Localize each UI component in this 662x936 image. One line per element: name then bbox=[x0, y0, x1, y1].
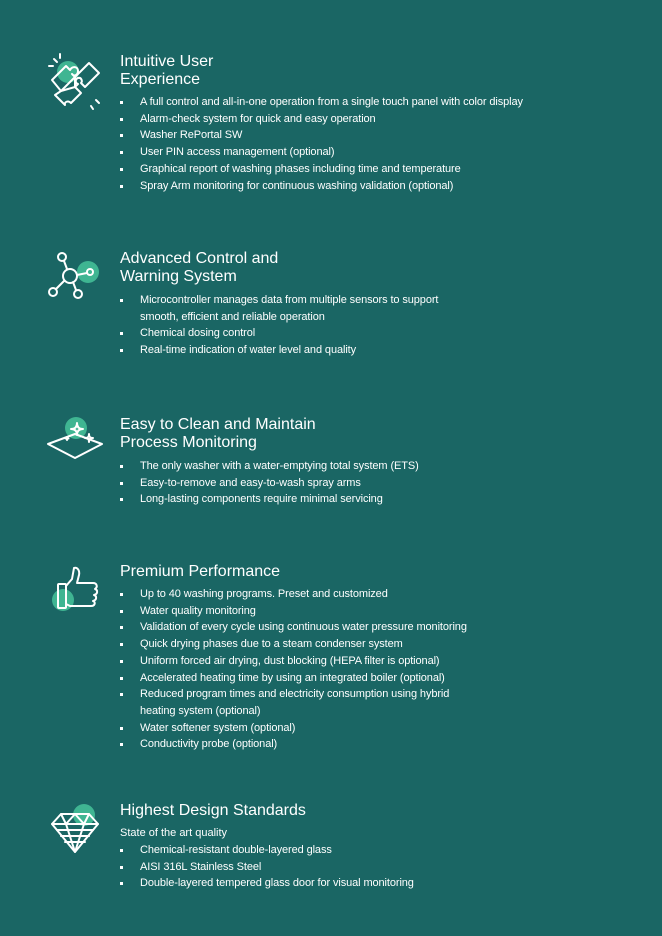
list-item: Conductivity probe (optional) bbox=[120, 736, 600, 753]
list-item: Quick drying phases due to a steam condenser system bbox=[120, 636, 600, 653]
list-item: Accelerated heating time by using an integrated boiler (optional) bbox=[120, 670, 600, 687]
list-item: Washer RePortal SW bbox=[120, 127, 600, 144]
list-item: Spray Arm monitoring for continuous washing validation (optional) bbox=[120, 178, 600, 195]
feature-list bbox=[120, 292, 600, 359]
list-item: Easy-to-remove and easy-to-wash spray arms bbox=[120, 475, 600, 492]
section-subtitle: State of the art quality bbox=[120, 827, 228, 839]
network-nodes-icon bbox=[44, 248, 106, 310]
section-title: Highest Design Standards bbox=[120, 802, 306, 819]
list-item: Validation of every cycle using continuous water pressure monitoring bbox=[120, 619, 600, 636]
list-item: Double-layered tempered glass door for visual monitoring bbox=[120, 875, 600, 892]
thumbs-up-icon bbox=[44, 562, 106, 624]
section-title: Intuitive User Experience bbox=[120, 53, 214, 88]
section-title: Easy to Clean and Maintain Process Monitoring bbox=[120, 416, 316, 451]
list-item: User PIN access management (optional) bbox=[120, 144, 600, 161]
list-item: Chemical-resistant double-layered glass bbox=[120, 842, 600, 859]
feature-list bbox=[120, 458, 600, 508]
list-item: Long-lasting components require minimal servicing bbox=[120, 491, 600, 508]
puzzle-icon bbox=[44, 50, 106, 112]
section-title: Premium Performance bbox=[120, 563, 281, 580]
list-item: Water softener system (optional) bbox=[120, 720, 600, 737]
list-item: Graphical report of washing phases including time and temperature bbox=[120, 161, 600, 178]
sparkle-surface-icon bbox=[44, 414, 106, 476]
list-item: Reduced program times and electricity consumption using hybrid heating system (optional) bbox=[120, 686, 480, 719]
diamond-icon bbox=[44, 800, 106, 862]
list-item: A full control and all-in-one operation from a single touch panel with color display bbox=[120, 94, 600, 111]
list-item: Up to 40 washing programs. Preset and customized bbox=[120, 586, 600, 603]
list-item: AISI 316L Stainless Steel bbox=[120, 859, 600, 876]
feature-list bbox=[120, 842, 600, 892]
list-item: The only washer with a water-emptying total system (ETS) bbox=[120, 458, 600, 475]
list-item: Microcontroller manages data from multiple sensors to support smooth, efficient and reliable operation bbox=[120, 292, 470, 325]
list-item: Uniform forced air drying, dust blocking (HEPA filter is optional) bbox=[120, 653, 600, 670]
list-item: Real-time indication of water level and quality bbox=[120, 342, 600, 359]
list-item: Chemical dosing control bbox=[120, 325, 600, 342]
list-item: Water quality monitoring bbox=[120, 603, 600, 620]
list-item: Alarm-check system for quick and easy operation bbox=[120, 111, 600, 128]
feature-list bbox=[120, 94, 600, 194]
section-title: Advanced Control and Warning System bbox=[120, 250, 279, 285]
feature-list bbox=[120, 586, 600, 753]
